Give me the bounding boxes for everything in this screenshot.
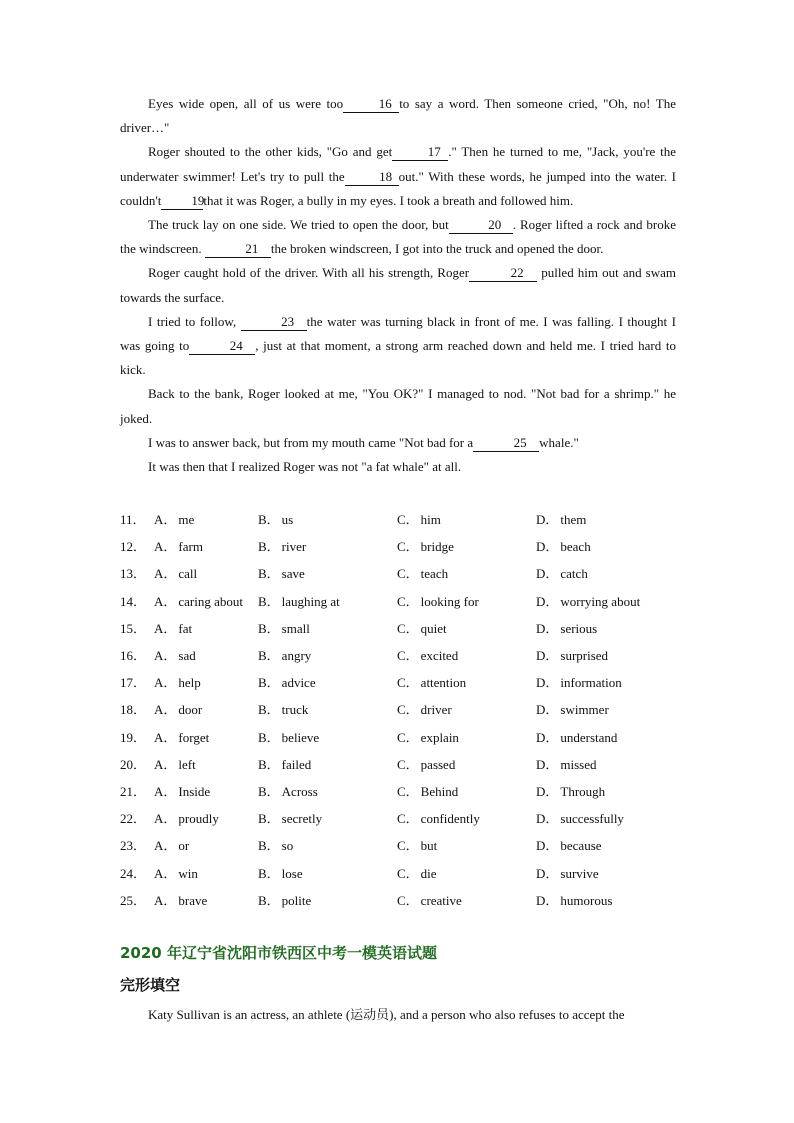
option-a <box>154 781 258 800</box>
option-b <box>258 890 397 909</box>
option-letter: D． <box>536 729 559 745</box>
question-number: 13． <box>120 566 147 582</box>
option-letter: B． <box>258 783 280 799</box>
question-number: 23． <box>120 838 147 854</box>
option-letter: D． <box>536 566 559 582</box>
paragraph <box>120 92 676 140</box>
option-b <box>258 754 397 773</box>
option-b <box>258 509 397 528</box>
option-row <box>120 559 680 586</box>
option-letter: B． <box>258 620 280 636</box>
option-text: secretly <box>281 811 323 827</box>
option-d <box>536 618 676 637</box>
option-a <box>154 645 258 664</box>
option-c <box>397 618 536 637</box>
text: to say a word. Then someone cried, "Oh, no! The driver…" <box>120 96 676 136</box>
option-letter: A． <box>154 892 177 908</box>
option-letter: C． <box>397 593 419 609</box>
option-text: teach <box>420 566 449 582</box>
blank-18: 18 <box>345 169 399 186</box>
option-text: caring about <box>178 593 244 609</box>
option-letter: A． <box>154 566 177 582</box>
paragraph <box>120 455 676 479</box>
option-text: survive <box>560 865 599 881</box>
option-c <box>397 563 536 582</box>
option-d <box>536 672 676 691</box>
option-text: humorous <box>560 892 613 908</box>
option-letter: A． <box>154 702 177 718</box>
option-text: explain <box>420 729 459 745</box>
paragraph <box>120 431 676 455</box>
option-letter: C． <box>397 702 419 718</box>
option-text: beach <box>560 539 591 555</box>
question-number: 12． <box>120 539 147 555</box>
option-letter: C． <box>397 620 419 636</box>
option-d <box>536 591 676 610</box>
option-text: brave <box>178 892 208 908</box>
blank-17: 17 <box>392 144 448 161</box>
blank-19: 19 <box>161 193 203 210</box>
option-b <box>258 727 397 746</box>
option-d <box>536 754 676 773</box>
option-text: confidently <box>420 811 480 827</box>
option-row <box>120 505 680 532</box>
option-a <box>154 591 258 610</box>
option-text: left <box>178 756 196 772</box>
option-a <box>154 727 258 746</box>
option-text: lose <box>281 865 303 881</box>
option-b <box>258 672 397 691</box>
option-text: small <box>281 620 310 636</box>
option-letter: C． <box>397 811 419 827</box>
option-letter: C． <box>397 512 419 528</box>
option-c <box>397 863 536 882</box>
option-letter: B． <box>258 593 280 609</box>
option-b <box>258 645 397 664</box>
option-c <box>397 808 536 827</box>
text: Roger caught hold of the driver. With all his strength, Roger <box>148 265 470 281</box>
blank-25: 25 <box>473 435 539 452</box>
option-letter: A． <box>154 620 177 636</box>
option-letter: A． <box>154 865 177 881</box>
option-a <box>154 536 258 555</box>
option-text: bridge <box>420 539 454 555</box>
option-a <box>154 754 258 773</box>
option-c <box>397 672 536 691</box>
option-text: Inside <box>178 783 211 799</box>
text: the broken windscreen, I got into the truck and opened the door. <box>270 241 604 257</box>
option-d <box>536 536 676 555</box>
question-number: 24． <box>120 865 147 881</box>
option-text: me <box>178 512 195 528</box>
blank-21: 21 <box>205 241 271 258</box>
option-letter: B． <box>258 865 280 881</box>
option-text: because <box>560 838 602 854</box>
option-letter: D． <box>536 593 559 609</box>
paragraph <box>120 213 676 261</box>
option-b <box>258 536 397 555</box>
text: I tried to follow, <box>148 313 237 329</box>
question-number: 15． <box>120 620 147 636</box>
option-d <box>536 563 676 582</box>
option-text: river <box>281 539 307 555</box>
option-text: excited <box>420 648 459 664</box>
option-letter: A． <box>154 675 177 691</box>
option-text: attention <box>420 675 467 691</box>
option-letter: A． <box>154 838 177 854</box>
option-text: swimmer <box>560 702 609 718</box>
option-text: fat <box>178 620 193 636</box>
option-letter: C． <box>397 838 419 854</box>
option-letter: C． <box>397 892 419 908</box>
text: whale." <box>539 434 579 450</box>
question-number: 21． <box>120 783 147 799</box>
option-letter: D． <box>536 702 559 718</box>
option-letter: B． <box>258 512 280 528</box>
option-d <box>536 781 676 800</box>
option-text: Across <box>281 783 318 799</box>
option-text: truck <box>281 702 309 718</box>
question-number: 19． <box>120 729 147 745</box>
option-d <box>536 863 676 882</box>
option-letter: D． <box>536 512 559 528</box>
option-letter: C． <box>397 783 419 799</box>
option-c <box>397 509 536 528</box>
option-a <box>154 808 258 827</box>
option-text: proudly <box>178 811 219 827</box>
option-letter: C． <box>397 648 419 664</box>
option-b <box>258 699 397 718</box>
option-text: but <box>420 838 438 854</box>
option-row <box>120 777 680 804</box>
text: I was to answer back, but from my mouth came "Not bad for a <box>148 434 474 450</box>
option-letter: D． <box>536 892 559 908</box>
paragraph <box>120 261 676 309</box>
option-text: Behind <box>420 783 459 799</box>
option-b <box>258 781 397 800</box>
option-letter: D． <box>536 648 559 664</box>
option-letter: B． <box>258 566 280 582</box>
option-text: worrying about <box>560 593 641 609</box>
blank-16: 16 <box>343 96 399 113</box>
option-d <box>536 727 676 746</box>
option-letter: D． <box>536 838 559 854</box>
option-a <box>154 890 258 909</box>
option-letter: A． <box>154 648 177 664</box>
text: Eyes wide open, all of us were too <box>148 96 344 111</box>
option-c <box>397 835 536 854</box>
option-d <box>536 645 676 664</box>
text: . Roger lifted a rock and broke the windscreen. <box>120 217 676 257</box>
option-b <box>258 618 397 637</box>
option-b <box>258 863 397 882</box>
option-row <box>120 858 680 885</box>
question-number: 20． <box>120 756 147 772</box>
blank-20: 20 <box>449 217 513 234</box>
option-c <box>397 890 536 909</box>
option-text: sad <box>178 648 196 664</box>
option-text: die <box>420 865 437 881</box>
option-text: laughing at <box>281 593 340 609</box>
option-text: quiet <box>420 620 447 636</box>
option-letter: B． <box>258 838 280 854</box>
text: pulled him out and swam towards the surface. <box>120 265 677 305</box>
paragraph <box>120 140 676 213</box>
paragraph <box>120 382 676 430</box>
option-row <box>120 532 680 559</box>
option-letter: A． <box>154 729 177 745</box>
option-a <box>154 618 258 637</box>
paragraph <box>120 310 676 383</box>
option-letter: C． <box>397 675 419 691</box>
text: out." With these words, he jumped into the water. I couldn't <box>120 168 676 208</box>
option-row <box>120 614 680 641</box>
option-text: Through <box>560 783 606 799</box>
option-c <box>397 781 536 800</box>
option-row <box>120 668 680 695</box>
option-d <box>536 835 676 854</box>
text: Back to the bank, Roger looked at me, "You OK?" I managed to nod. "Not bad for a shrimp." he joked. <box>120 386 676 426</box>
option-text: failed <box>281 756 312 772</box>
option-text: polite <box>281 892 312 908</box>
option-text: farm <box>178 539 203 555</box>
option-row <box>120 831 680 858</box>
option-text: save <box>281 566 305 582</box>
option-letter: C． <box>397 729 419 745</box>
blank-23: 23 <box>241 314 307 331</box>
option-row <box>120 695 680 722</box>
option-text: win <box>178 865 198 881</box>
option-c <box>397 645 536 664</box>
option-d <box>536 509 676 528</box>
option-text: believe <box>281 729 320 745</box>
option-text: forget <box>178 729 210 745</box>
option-a <box>154 863 258 882</box>
option-row <box>120 641 680 668</box>
option-a <box>154 509 258 528</box>
option-row <box>120 886 680 913</box>
option-text: advice <box>281 675 316 691</box>
blank-24: 24 <box>189 338 255 355</box>
option-letter: D． <box>536 620 559 636</box>
section-title: 2020 年辽宁省沈阳市铁西区中考一模英语试题 <box>120 944 437 962</box>
option-text: driver <box>420 702 452 718</box>
option-text: catch <box>560 566 588 582</box>
question-number: 14． <box>120 593 147 609</box>
option-b <box>258 835 397 854</box>
option-letter: C． <box>397 865 419 881</box>
option-text: so <box>281 838 294 854</box>
option-b <box>258 808 397 827</box>
option-a <box>154 699 258 718</box>
option-text: call <box>178 566 198 582</box>
option-letter: A． <box>154 593 177 609</box>
option-row <box>120 723 680 750</box>
option-d <box>536 890 676 909</box>
option-letter: D． <box>536 756 559 772</box>
question-number: 25． <box>120 892 147 908</box>
question-number: 18． <box>120 702 147 718</box>
option-letter: B． <box>258 539 280 555</box>
option-c <box>397 699 536 718</box>
option-a <box>154 672 258 691</box>
option-a <box>154 563 258 582</box>
option-text: information <box>560 675 622 691</box>
option-text: help <box>178 675 201 691</box>
option-b <box>258 563 397 582</box>
cloze-passage <box>120 92 676 479</box>
option-letter: B． <box>258 892 280 908</box>
text: , just at that moment, a strong arm reached down and held me. I tried hard to kick. <box>120 338 676 378</box>
option-row <box>120 587 680 614</box>
option-letter: D． <box>536 783 559 799</box>
question-number: 11． <box>120 512 146 528</box>
text: ." Then he turned to me, "Jack, you're the underwater swimmer! Let's try to pull the <box>120 144 676 184</box>
option-text: looking for <box>420 593 479 609</box>
text: It was then that I realized Roger was not "a fat whale" at all. <box>148 459 462 475</box>
option-text: surprised <box>560 648 609 664</box>
option-text: them <box>560 512 587 528</box>
option-letter: C． <box>397 756 419 772</box>
option-letter: B． <box>258 675 280 691</box>
option-letter: B． <box>258 756 280 772</box>
text: Roger shouted to the other kids, "Go and get <box>148 144 393 160</box>
option-letter: B． <box>258 729 280 745</box>
option-a <box>154 835 258 854</box>
option-row <box>120 804 680 831</box>
question-number: 16． <box>120 648 147 664</box>
option-text: understand <box>560 729 618 745</box>
option-letter: A． <box>154 539 177 555</box>
option-letter: A． <box>154 811 177 827</box>
option-letter: B． <box>258 648 280 664</box>
option-text: creative <box>420 892 462 908</box>
question-number: 22． <box>120 811 147 827</box>
option-c <box>397 591 536 610</box>
question-number: 17． <box>120 675 147 691</box>
option-text: us <box>281 512 294 528</box>
option-row <box>120 750 680 777</box>
text: that it was Roger, a bully in my eyes. I took a breath and followed him. <box>203 192 574 208</box>
option-letter: D． <box>536 865 559 881</box>
option-text: successfully <box>560 811 624 827</box>
answer-options <box>120 505 680 913</box>
option-letter: A． <box>154 512 177 528</box>
option-text: door <box>178 702 203 718</box>
option-text: him <box>420 512 441 528</box>
option-text: serious <box>560 620 598 636</box>
option-letter: D． <box>536 675 559 691</box>
option-d <box>536 808 676 827</box>
option-text: angry <box>281 648 312 664</box>
option-c <box>397 727 536 746</box>
option-letter: D． <box>536 539 559 555</box>
option-text: missed <box>560 756 597 772</box>
option-letter: B． <box>258 702 280 718</box>
option-letter: B． <box>258 811 280 827</box>
option-letter: C． <box>397 539 419 555</box>
option-letter: A． <box>154 783 177 799</box>
option-text: passed <box>420 756 456 772</box>
option-letter: D． <box>536 811 559 827</box>
option-b <box>258 591 397 610</box>
option-text: or <box>178 838 190 854</box>
option-d <box>536 699 676 718</box>
option-letter: A． <box>154 756 177 772</box>
option-letter: C． <box>397 566 419 582</box>
text: The truck lay on one side. We tried to open the door, but <box>148 217 449 233</box>
text: the water was turning black in front of me. I was falling. I thought I was going to <box>120 313 676 354</box>
blank-22: 22 <box>469 265 537 282</box>
option-c <box>397 536 536 555</box>
next-passage-text: Katy Sullivan is an actress, an athlete (运动员), and a person who also refuses to accept the <box>148 1007 625 1022</box>
option-c <box>397 754 536 773</box>
section-subtitle: 完形填空 <box>120 976 181 994</box>
